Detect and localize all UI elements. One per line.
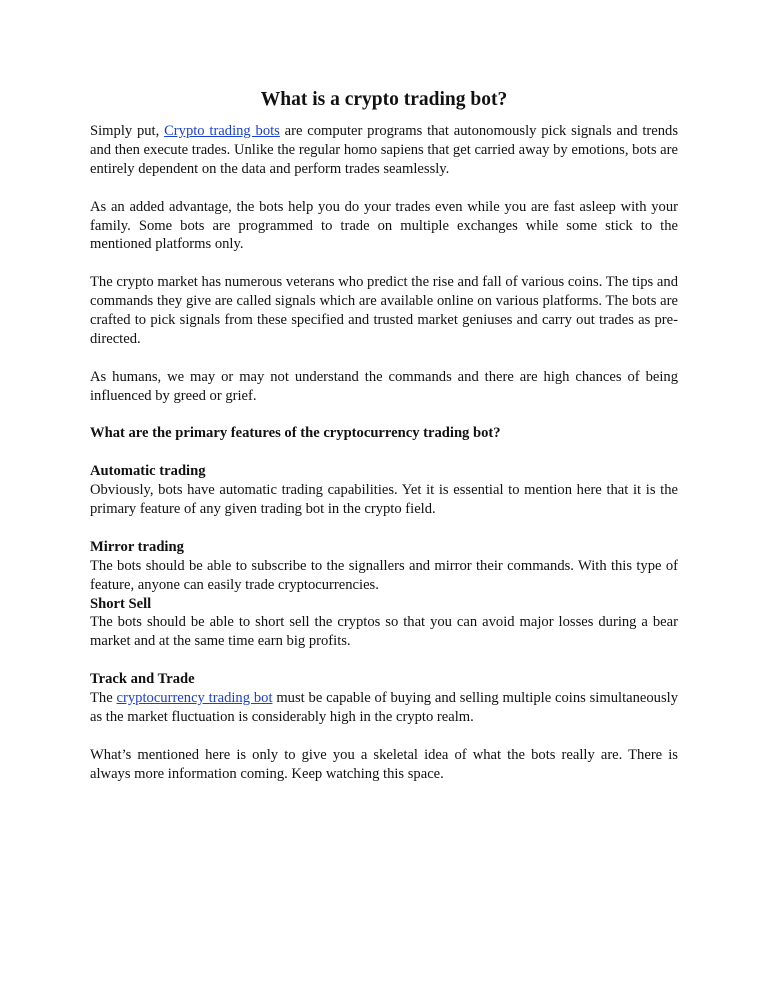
- paragraph-closing: What’s mentioned here is only to give you a skeletal idea of what the bots really are. There is always more information coming. Keep watching this space.: [90, 746, 678, 782]
- document-page: [90, 88, 678, 784]
- page-title: What is a crypto trading bot?: [260, 89, 508, 110]
- paragraph-veterans: The crypto market has numerous veterans who predict the rise and fall of various coins. The tips and commands they give are called signals which are available online on various platforms. The bots are crafted to pick signals from these specified and trusted market geniuses and carry out trades as pre-directed.: [90, 274, 678, 347]
- automatic-trading-text: Obviously, bots have automatic trading capabilities. Yet it is essential to mention here that it is the primary feature of any given trading bot in the crypto field.: [90, 482, 678, 518]
- short-sell-heading: Short Sell: [90, 595, 152, 612]
- features-heading: What are the primary features of the cryptocurrency trading bot?: [90, 425, 501, 442]
- intro-text-before: Simply put,: [90, 123, 165, 139]
- paragraph-intro: [90, 122, 678, 179]
- paragraph-humans: As humans, we may or may not understand the commands and there are high chances of being influenced by greed or grief.: [90, 368, 678, 404]
- short-sell-text: The bots should be able to short sell the cryptos so that you can avoid major losses during a bear market and at the same time earn big profits.: [90, 614, 678, 650]
- track-text-before: The: [90, 690, 117, 707]
- mirror-trading-heading: Mirror trading: [90, 538, 184, 555]
- track-text-after: must be capable of buying and selling multiple coins simultaneously as the market fluctuation is considerably high in the crypto realm.: [90, 690, 678, 725]
- paragraph-advantage: As an added advantage, the bots help you do your trades even while you are fast asleep with your family. Some bots are programmed to trade on multiple exchanges while some stick to the mentioned platforms only.: [90, 198, 678, 253]
- crypto-trading-bots-link[interactable]: Crypto trading bots: [164, 123, 280, 139]
- track-and-trade-text: [90, 689, 678, 727]
- automatic-trading-heading: Automatic trading: [90, 463, 206, 480]
- mirror-trading-text: The bots should be able to subscribe to the signallers and mirror their commands. With this type of feature, anyone can easily trade cryptocurrencies.: [90, 557, 678, 593]
- track-and-trade-heading: Track and Trade: [90, 671, 195, 688]
- cryptocurrency-trading-bot-link[interactable]: cryptocurrency trading bot: [116, 690, 273, 707]
- intro-text-after: are computer programs that autonomously pick signals and trends and then execute trades. Unlike the regular homo sapiens that get carried away by emotions, bots are entirely dependent on the data and perform trades seamlessly.: [90, 123, 678, 177]
